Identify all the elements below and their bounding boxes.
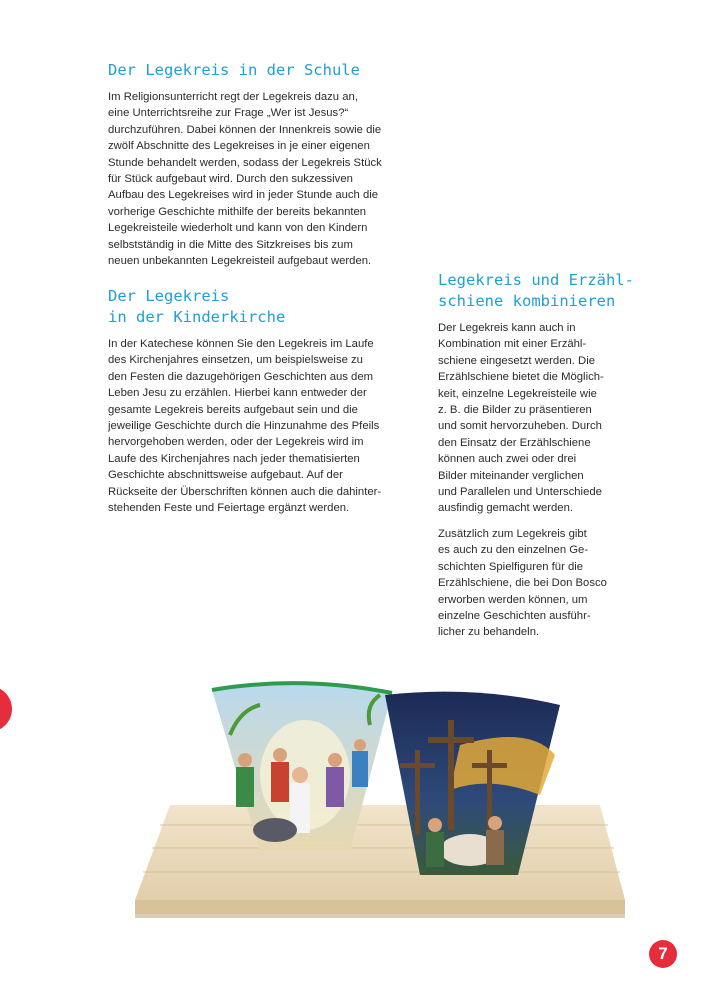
wooden-board bbox=[135, 805, 625, 918]
text-line: Der Legekreis in der Schule bbox=[108, 61, 360, 79]
text-line: z. B. die Bilder zu präsentieren bbox=[438, 404, 592, 417]
section-kinderkirche bbox=[108, 286, 418, 516]
text-line: den Festen die dazugehörigen Geschichten aus dem bbox=[108, 370, 374, 383]
text-line: Geschichte abschnittsweise aufgebaut. Auf der bbox=[108, 469, 343, 482]
text-line: für Stück aufgebaut wird. Durch den sukzessiven bbox=[108, 173, 353, 186]
erzaehlschiene-illustration bbox=[130, 665, 630, 945]
text-line: neuen unbekannten Legekreisteil aufgebaut werden. bbox=[108, 255, 372, 268]
text-line: Aufbau des Legekreises wird in jeder Stunde auch die bbox=[108, 189, 379, 202]
text-line: Leben Jesu zu erzählen. Hierbei kann entweder der bbox=[108, 387, 367, 400]
text-line: eine Unterrichtsreihe zur Frage „Wer ist Jesus?“ bbox=[108, 107, 349, 120]
text-line: Stunde behandelt werden, sodass der Legekreis Stück bbox=[108, 156, 382, 169]
text-line: In der Katechese können Sie den Legekreis im Laufe bbox=[108, 338, 374, 350]
text-line: und somit hervorzuheben. Durch bbox=[438, 420, 602, 433]
text-line: Der Legekreis bbox=[108, 287, 230, 305]
text-line: licher zu behandeln. bbox=[438, 626, 540, 639]
text-line: Laufe des Kirchenjahres nach jeder thematisierten bbox=[108, 452, 360, 465]
text-line: selbstständig in die Mitte des Sitzkreises bis zum bbox=[108, 238, 353, 251]
text-line: in der Kinderkirche bbox=[108, 308, 286, 326]
text-line: Bilder miteinander verglichen bbox=[438, 469, 584, 482]
text-line: ausfindig gemacht werden. bbox=[438, 502, 574, 515]
text-schule bbox=[108, 89, 418, 269]
text-line: Legekreisteile wiederholt und kann von den Kindern bbox=[108, 222, 368, 235]
heading-schule bbox=[108, 60, 418, 81]
text-line: Zusätzlich zum Legekreis gibt bbox=[438, 527, 587, 540]
text-line: es auch zu den einzelnen Ge- bbox=[438, 544, 589, 557]
text-line: schichten Spielfiguren für die bbox=[438, 560, 584, 573]
text-line: Legekreis und Erzähl- bbox=[438, 271, 634, 289]
text-kinderkirche bbox=[108, 336, 418, 516]
section-erzaehlschiene bbox=[438, 270, 638, 641]
text-line: erworben werden können, um bbox=[438, 593, 588, 606]
text-line: und Parallelen und Unterschiede bbox=[438, 486, 602, 499]
heading-erzaehlschiene bbox=[438, 270, 638, 312]
text-erzaehlschiene-2 bbox=[438, 526, 638, 641]
red-side-tab bbox=[0, 686, 12, 732]
text-line: Rückseite der Überschriften können auch die dahinter- bbox=[108, 485, 382, 498]
text-line: zwölf Abschnitte des Legekreises in je einer eigenen bbox=[108, 140, 370, 153]
text-line: Im Religionsunterricht regt der Legekreis dazu an, bbox=[108, 91, 358, 103]
text-line: jeweilige Geschichte durch die Hinzunahme des Pfeils bbox=[108, 420, 380, 433]
section-schule bbox=[108, 60, 418, 269]
text-line: hervorgehoben werden, oder der Legekreis wird im bbox=[108, 436, 364, 449]
text-line: durchzuführen. Dabei können der Innenkreis sowie die bbox=[108, 123, 382, 136]
text-line: schiene eingesetzt werden. Die bbox=[438, 354, 595, 367]
text-line: keit, einzelne Legekreisteile wie bbox=[438, 387, 597, 400]
text-line: Kombination mit einer Erzähl- bbox=[438, 338, 587, 351]
text-line: vorherige Geschichte mithilfe der bereits bekannten bbox=[108, 205, 367, 218]
text-line: Erzählschiene, die bei Don Bosco bbox=[438, 577, 607, 590]
text-erzaehlschiene-1 bbox=[438, 320, 638, 517]
text-line: schiene kombinieren bbox=[438, 292, 616, 310]
text-line: Der Legekreis kann auch in bbox=[438, 322, 576, 334]
heading-kinderkirche bbox=[108, 286, 418, 328]
text-line: den Einsatz der Erzählschiene bbox=[438, 436, 591, 449]
text-line: Erzählschiene bietet die Möglich- bbox=[438, 371, 604, 384]
text-line: können auch zwei oder drei bbox=[438, 453, 577, 466]
text-line: gesamte Legekreis bereits aufgebaut sein und die bbox=[108, 403, 358, 416]
text-line: einzelne Geschichten ausführ- bbox=[438, 609, 591, 622]
text-line: stehenden Feste und Feiertage ergänzt werden. bbox=[108, 502, 350, 515]
text-line: des Kirchenjahres einsetzen, um beispielsweise zu bbox=[108, 354, 363, 367]
page-number: 7 bbox=[649, 940, 677, 968]
